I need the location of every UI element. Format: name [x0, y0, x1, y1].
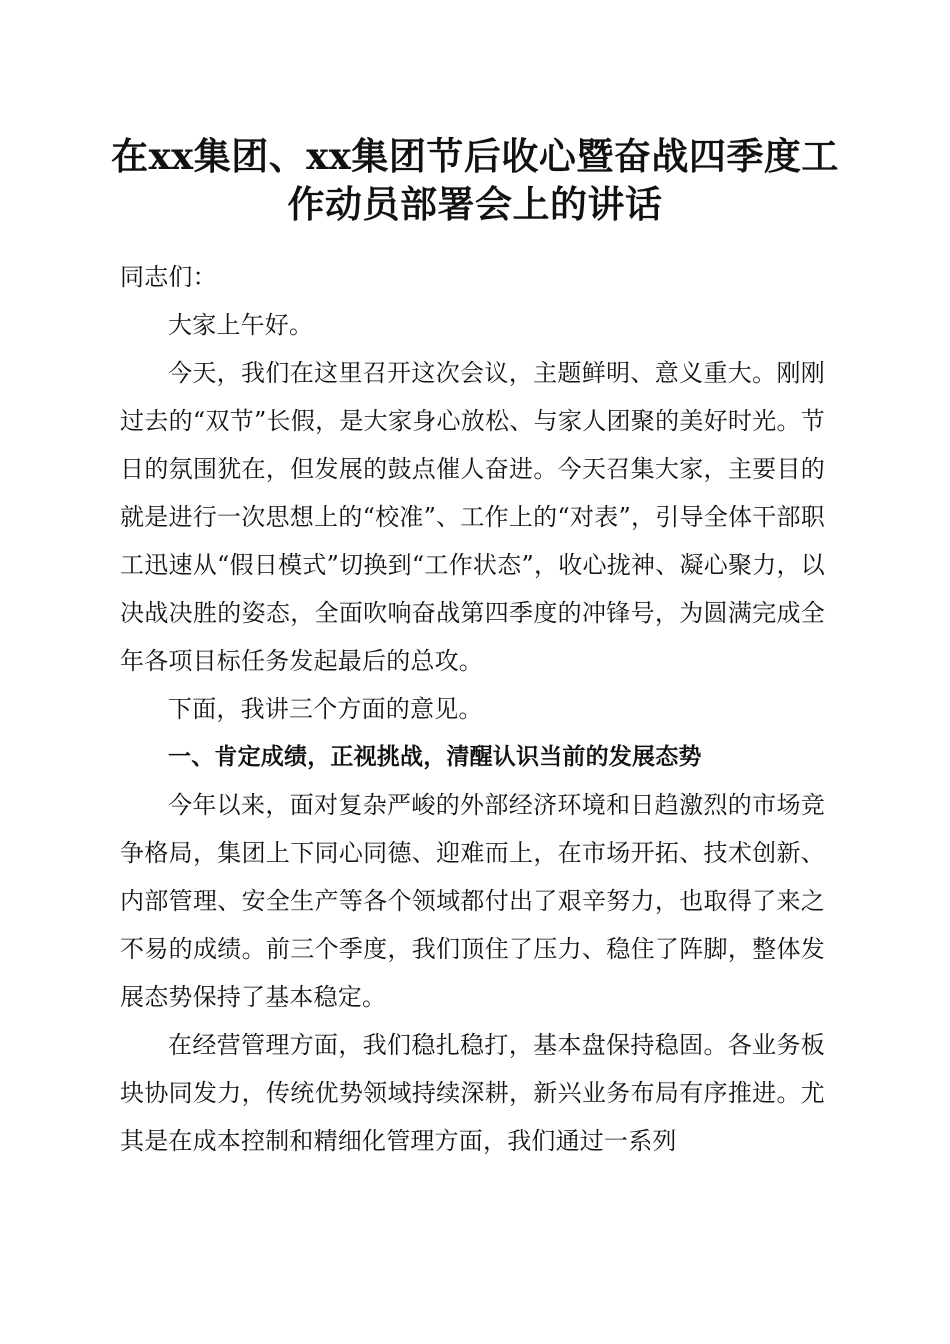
section-1-paragraph-1: 今年以来，面对复杂严峻的外部经济环境和日趋激烈的市场竞争格局，集团上下同心同德、迎难而上，在市场开拓、技术创新、内部管理、安全生产等各个领域都付出了艰辛努力，也取得了来之不易的成绩。前三个季度，我们顶住了压力、稳住了阵脚，整体发展态势保持了基本稳定。	[120, 791, 825, 1011]
greeting-paragraph: 大家上午好。	[168, 311, 314, 339]
intro-paragraph: 今天，我们在这里召开这次会议，主题鲜明、意义重大。刚刚过去的“双节”长假，是大家身心放松、与家人团聚的美好时光。节日的氛围犹在，但发展的鼓点催人奋进。今天召集大家，主要目的就是进行一次思想上的“校准”、工作上的“对表”，引导全体干部职工迅速从“假日模式”切换到“工作状态”，收心拢神、凝心聚力，以决战决胜的姿态，全面吹响奋战第四季度的冲锋号，为圆满完成全年各项目标任务发起最后的总攻。	[120, 359, 825, 675]
section-1-heading: 一、肯定成绩，正视挑战，清醒认识当前的发展态势	[168, 744, 702, 770]
transition-paragraph: 下面，我讲三个方面的意见。	[168, 695, 483, 723]
document-body	[120, 253, 825, 1165]
document-title	[100, 132, 850, 228]
title-line-2: 作动员部署会上的讲话	[287, 182, 663, 226]
section-1-paragraph-2: 在经营管理方面，我们稳扎稳打，基本盘保持稳固。各业务板块协同发力，传统优势领域持续深耕，新兴业务布局有序推进。尤其是在成本控制和精细化管理方面，我们通过一系列	[120, 1031, 825, 1155]
salutation: 同志们：	[120, 263, 217, 291]
title-line-1: 在xx集团、xx集团节后收心暨奋战四季度工	[111, 134, 839, 178]
